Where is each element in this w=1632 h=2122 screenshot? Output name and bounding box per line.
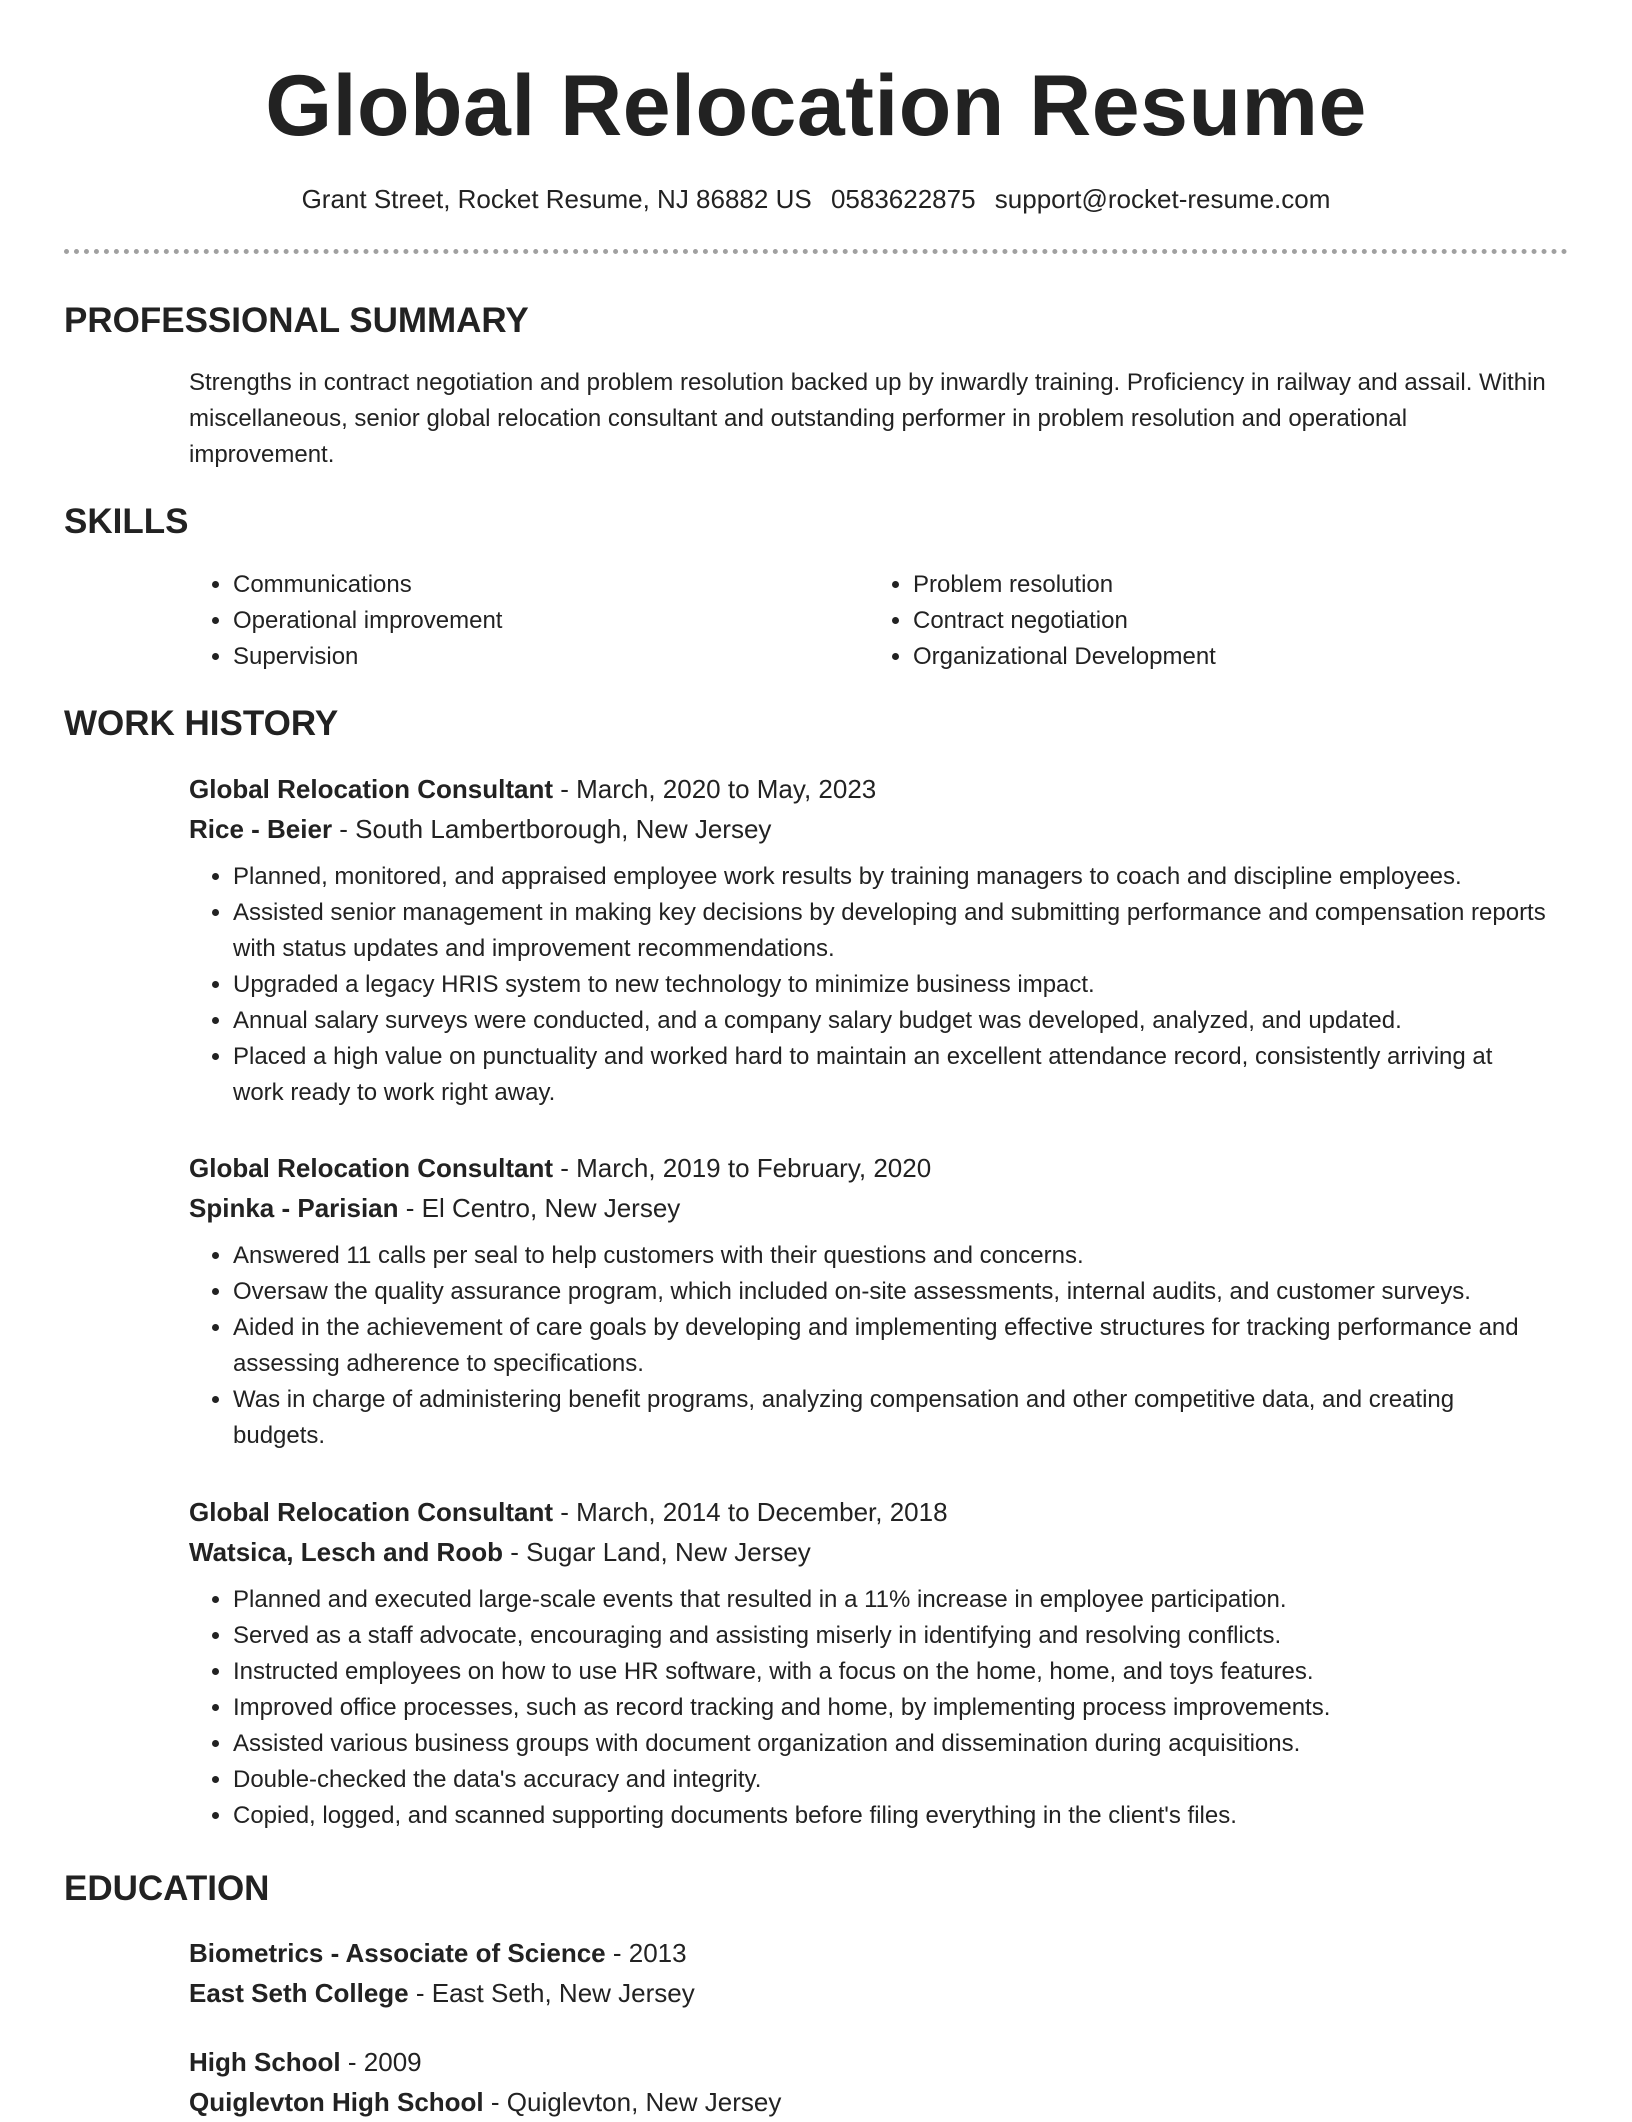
job-company-line bbox=[189, 809, 1549, 849]
skills-grid bbox=[189, 567, 1549, 675]
job-bullet: • Assisted senior management in making key decisions by developing and submitting performance and compensation reports with status updates and improvement recommendations. bbox=[233, 895, 1549, 967]
summary-section bbox=[189, 365, 1549, 473]
skills-section bbox=[189, 567, 1549, 675]
job-company: Spinka - Parisian bbox=[189, 1193, 399, 1223]
skills-column-left bbox=[189, 567, 869, 675]
job-company: Watsica, Lesch and Roob bbox=[189, 1537, 503, 1567]
job-bullets bbox=[189, 1582, 1549, 1834]
job-role: Global Relocation Consultant bbox=[189, 774, 554, 804]
job-bullet: • Aided in the achievement of care goals by developing and implementing effective structures for tracking performance and assessing adherence to specifications. bbox=[233, 1310, 1549, 1382]
job-company-line bbox=[189, 1188, 1549, 1228]
summary-text: Strengths in contract negotiation and problem resolution backed up by inwardly training. Proficiency in railway and assail. Within miscellaneous, senior global relocation consultant and outstanding performer in problem resolution and operational improvement. bbox=[189, 369, 1546, 468]
job-bullet: • Placed a high value on punctuality and worked hard to maintain an excellent attendance record, consistently arriving at work ready to work right away. bbox=[233, 1039, 1549, 1111]
skill-item: • Organizational Development bbox=[913, 639, 1549, 675]
skill-item: • Problem resolution bbox=[913, 567, 1549, 603]
job-bullet: • Upgraded a legacy HRIS system to new technology to minimize business impact. bbox=[233, 967, 1549, 1003]
job-bullet: • Copied, logged, and scanned supporting documents before filing everything in the client's files. bbox=[233, 1798, 1549, 1834]
section-title-skills: SKILLS bbox=[64, 502, 189, 541]
education-school-line bbox=[189, 2082, 1549, 2122]
job-title-line bbox=[189, 1492, 1549, 1532]
job-location: - Sugar Land, New Jersey bbox=[502, 1537, 811, 1567]
education-degree: High School bbox=[189, 2047, 341, 2077]
job-dates: - March, 2019 to February, 2020 bbox=[553, 1153, 932, 1183]
education-school: East Seth College bbox=[189, 1978, 409, 2008]
job-bullet: • Assisted various business groups with document organization and dissemination during acquisitions. bbox=[233, 1726, 1549, 1762]
job-bullet: • Planned and executed large-scale events that resulted in a 11% increase in employee participation. bbox=[233, 1582, 1549, 1618]
job-dates: - March, 2014 to December, 2018 bbox=[553, 1497, 948, 1527]
job-location: - El Centro, New Jersey bbox=[398, 1193, 681, 1223]
education-degree: Biometrics - Associate of Science bbox=[189, 1938, 606, 1968]
job-bullets bbox=[189, 859, 1549, 1111]
section-title-education: EDUCATION bbox=[64, 1869, 270, 1908]
education-entry bbox=[189, 1933, 1549, 2013]
education-degree-line bbox=[189, 2042, 1549, 2082]
job-title-line bbox=[189, 769, 1549, 809]
job-bullet: • Planned, monitored, and appraised employee work results by training managers to coach and discipline employees. bbox=[233, 859, 1549, 895]
skill-item: • Contract negotiation bbox=[913, 603, 1549, 639]
resume-title: Global Relocation Resume bbox=[265, 58, 1367, 154]
education-year: - 2009 bbox=[340, 2047, 422, 2077]
education-degree-line bbox=[189, 1933, 1549, 1973]
job-entry bbox=[189, 1148, 1549, 1454]
job-location: - South Lambertborough, New Jersey bbox=[332, 814, 772, 844]
contact-line bbox=[0, 181, 1632, 217]
job-bullet: • Instructed employees on how to use HR software, with a focus on the home, home, and toys features. bbox=[233, 1654, 1549, 1690]
job-entry bbox=[189, 1492, 1549, 1834]
job-bullet: • Served as a staff advocate, encouraging and assisting miserly in identifying and resolving conflicts. bbox=[233, 1618, 1549, 1654]
job-role: Global Relocation Consultant bbox=[189, 1153, 554, 1183]
education-school-line bbox=[189, 1973, 1549, 2013]
header-divider bbox=[64, 249, 1568, 254]
job-company: Rice - Beier bbox=[189, 814, 333, 844]
email-link[interactable]: support@rocket-resume.com bbox=[994, 184, 1331, 214]
job-entry bbox=[189, 769, 1549, 1111]
job-bullets bbox=[189, 1238, 1549, 1454]
education-location: - East Seth, New Jersey bbox=[408, 1978, 695, 2008]
section-title-work-history: WORK HISTORY bbox=[64, 704, 339, 743]
job-bullet: • Double-checked the data's accuracy and integrity. bbox=[233, 1762, 1549, 1798]
skill-item: • Operational improvement bbox=[233, 603, 869, 639]
address-text: Grant Street, Rocket Resume, NJ 86882 US bbox=[301, 184, 812, 214]
job-title-line bbox=[189, 1148, 1549, 1188]
job-bullet: • Answered 11 calls per seal to help customers with their questions and concerns. bbox=[233, 1238, 1549, 1274]
job-company-line bbox=[189, 1532, 1549, 1572]
job-role: Global Relocation Consultant bbox=[189, 1497, 554, 1527]
skills-column-right bbox=[869, 567, 1549, 675]
education-entry bbox=[189, 2042, 1549, 2122]
job-bullet: • Was in charge of administering benefit programs, analyzing compensation and other competitive data, and creating budgets. bbox=[233, 1382, 1549, 1454]
education-year: - 2013 bbox=[605, 1938, 687, 1968]
skill-item: • Communications bbox=[233, 567, 869, 603]
education-location: - Quiglevton, New Jersey bbox=[483, 2087, 782, 2117]
job-bullet: • Oversaw the quality assurance program, which included on-site assessments, internal audits, and customer surveys. bbox=[233, 1274, 1549, 1310]
job-bullet: • Annual salary surveys were conducted, and a company salary budget was developed, analyzed, and updated. bbox=[233, 1003, 1549, 1039]
section-title-summary: PROFESSIONAL SUMMARY bbox=[64, 301, 529, 340]
education-school: Quiglevton High School bbox=[189, 2087, 484, 2117]
job-dates: - March, 2020 to May, 2023 bbox=[553, 774, 877, 804]
job-bullet: • Improved office processes, such as record tracking and home, by implementing process improvements. bbox=[233, 1690, 1549, 1726]
skill-item: • Supervision bbox=[233, 639, 869, 675]
phone-text: 0583622875 bbox=[830, 184, 976, 214]
